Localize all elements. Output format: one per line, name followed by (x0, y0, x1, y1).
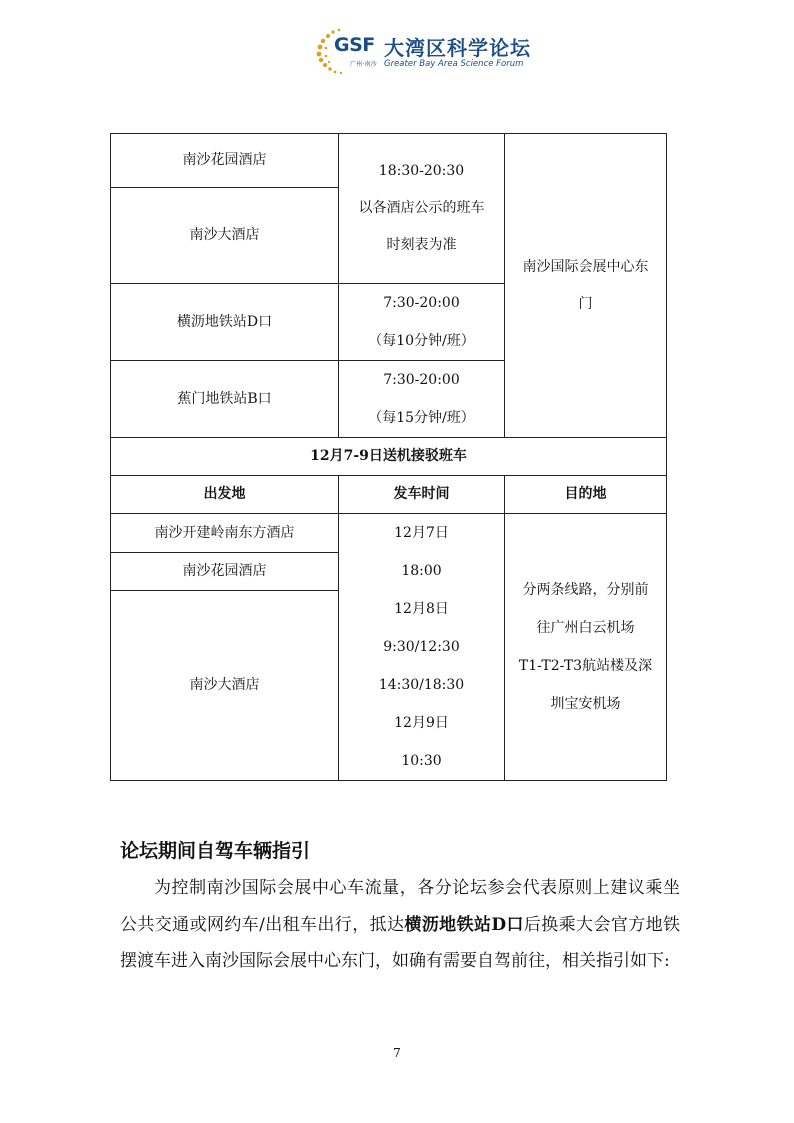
time-line: 9:30/12:30 (383, 639, 460, 655)
time-line: 12月9日 (394, 715, 449, 731)
origin-cell: 横沥地铁站D口 (111, 284, 339, 361)
table-section-header-row (111, 438, 667, 476)
destination-line: 分两条线路，分别前 (522, 582, 649, 598)
origin-cell: 南沙花园酒店 (111, 134, 339, 188)
time-line: 10:30 (401, 753, 442, 769)
origin-cell: 南沙花园酒店 (111, 552, 339, 590)
time-line: 以各酒店公示的班车 (358, 200, 485, 216)
time-line: （每15分钟/班） (368, 410, 475, 426)
time-line: 7:30-20:00 (383, 372, 460, 388)
origin-cell: 南沙大酒店 (111, 590, 339, 780)
destination-cell (505, 134, 667, 438)
forum-title-en: Greater Bay Area Science Forum (384, 59, 524, 69)
origin-cell: 蕉门地铁站B口 (111, 361, 339, 438)
destination-line: T1-T2-T3航站楼及深 (518, 658, 653, 674)
destination-line: 圳宝安机场 (550, 696, 621, 712)
origin-cell: 南沙大酒店 (111, 188, 339, 284)
table-header-row (111, 476, 667, 514)
time-line: 12月8日 (394, 601, 449, 617)
time-line: （每10分钟/班） (368, 333, 475, 349)
time-line: 7:30-20:00 (383, 295, 460, 311)
section-paragraph (120, 870, 680, 980)
destination-line: 往广州白云机场 (536, 620, 635, 636)
table-row (111, 514, 667, 553)
destination-line: 南沙国际会展中心东 (522, 258, 649, 275)
time-line: 12月7日 (394, 525, 449, 541)
time-line: 14:30/18:30 (378, 677, 465, 693)
table-row (111, 134, 667, 188)
time-line: 时刻表为准 (386, 237, 457, 253)
time-cell (339, 284, 505, 361)
destination-cell (505, 514, 667, 781)
shuttle-schedule-table (110, 133, 667, 781)
column-header: 目的地 (505, 476, 667, 514)
section-title: 论坛期间自驾车辆指引 (120, 840, 311, 862)
time-line: 18:30-20:30 (378, 163, 465, 179)
page-number: 7 (393, 1046, 401, 1060)
section-header-cell: 12月7-9日送机接驳班车 (111, 438, 667, 476)
paragraph-highlight: 横沥地铁站D口 (404, 914, 524, 935)
time-cell (339, 514, 505, 781)
time-cell (339, 361, 505, 438)
time-cell (339, 134, 505, 284)
destination-line: 门 (578, 295, 593, 312)
time-line: 18:00 (401, 563, 442, 579)
column-header: 发车时间 (339, 476, 505, 514)
paragraph-text: 为控制南沙国际会展中心车流量，各分论坛参会代表原则上建议乘坐公共交通或网约车/出租车出行，抵达 (120, 878, 680, 935)
forum-title-cn: 大湾区科学论坛 (384, 36, 531, 60)
origin-cell: 南沙开建岭南东方酒店 (111, 514, 339, 553)
logo-mark: GSF (334, 34, 375, 56)
column-header: 出发地 (111, 476, 339, 514)
forum-logo (316, 26, 531, 76)
logo-sub: 广州·南沙 (350, 61, 377, 68)
paragraph-text: 后换乘大会官方地铁摆渡车进入南沙国际会展中心东门，如确有需要自驾前往，相关指引如下: (120, 914, 681, 971)
